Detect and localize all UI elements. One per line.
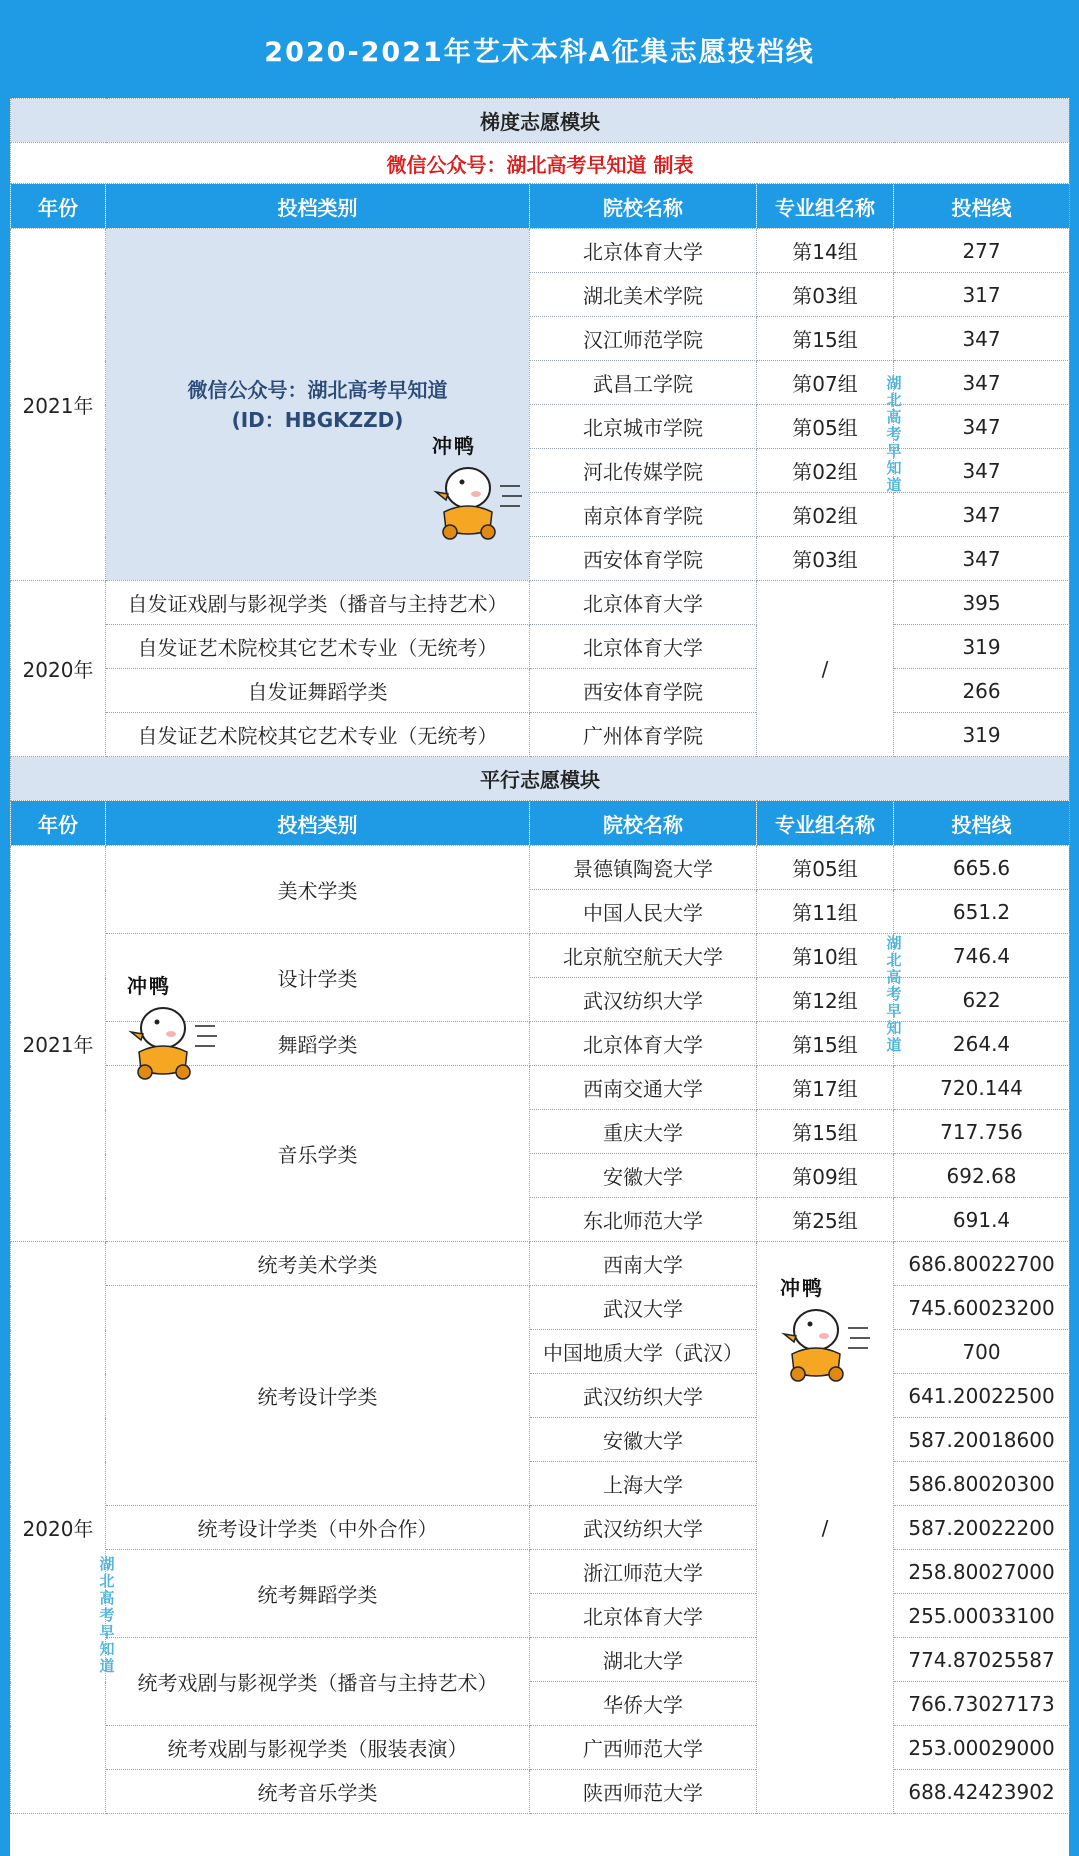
- category: 统考美术学类: [106, 1242, 530, 1286]
- header-year: 年份: [11, 184, 106, 229]
- category: 自发证戏剧与影视学类（播音与主持艺术）: [106, 581, 530, 625]
- school-name: 湖北美术学院: [530, 273, 757, 317]
- school-name: 北京体育大学: [530, 229, 757, 273]
- school-name: 安徽大学: [530, 1154, 757, 1198]
- school-name: 上海大学: [530, 1462, 757, 1506]
- category: 自发证艺术院校其它艺术专业（无统考）: [106, 625, 530, 669]
- school-name: 安徽大学: [530, 1418, 757, 1462]
- group-slash: /: [757, 581, 894, 757]
- group-name: 第02组: [757, 449, 894, 493]
- score: 253.00029000: [894, 1726, 1070, 1770]
- score: 347: [894, 361, 1070, 405]
- table-row: [11, 669, 1070, 713]
- category: 统考设计学类: [106, 1286, 530, 1506]
- score: 317: [894, 273, 1070, 317]
- school-name: 西安体育学院: [530, 537, 757, 581]
- school-name: 汉江师范学院: [530, 317, 757, 361]
- vertical-watermark: 湖北高考早知道: [886, 374, 902, 494]
- wechat-account: 微信公众号：湖北高考早知道: [187, 377, 448, 402]
- document-frame: [10, 0, 1069, 1856]
- group-name: 第15组: [757, 1022, 894, 1066]
- school-name: 湖北大学: [530, 1638, 757, 1682]
- table-row: [11, 1638, 1070, 1682]
- category: 统考舞蹈学类: [106, 1550, 530, 1638]
- group-name: 第05组: [757, 405, 894, 449]
- duck-sticker: [430, 430, 524, 540]
- score: 692.68: [894, 1154, 1070, 1198]
- vertical-watermark: 湖北高考早知道: [886, 934, 902, 1054]
- score: 720.144: [894, 1066, 1070, 1110]
- score: 717.756: [894, 1110, 1070, 1154]
- category: 统考音乐学类: [106, 1770, 530, 1814]
- score: 277: [894, 229, 1070, 273]
- table-header: [11, 801, 1070, 846]
- score: 686.80022700: [894, 1242, 1070, 1286]
- group-name: 第07组: [757, 361, 894, 405]
- score: 347: [894, 493, 1070, 537]
- category: 音乐学类: [106, 1066, 530, 1242]
- group-name: 第02组: [757, 493, 894, 537]
- year-cell: 2021年: [11, 846, 106, 1242]
- header-school: 院校名称: [530, 801, 757, 846]
- table-row: [11, 229, 1070, 273]
- sticker-label: 冲鸭: [780, 1276, 824, 1300]
- school-name: 武汉大学: [530, 1286, 757, 1330]
- school-name: 武汉纺织大学: [530, 1506, 757, 1550]
- gradient-module-title: 梯度志愿模块: [11, 99, 1070, 143]
- score: 347: [894, 537, 1070, 581]
- sticker-label: 冲鸭: [432, 434, 476, 458]
- group-slash: /: [757, 1242, 894, 1814]
- parallel-module-title: 平行志愿模块: [11, 757, 1070, 801]
- score: 319: [894, 625, 1070, 669]
- category: 统考戏剧与影视学类（播音与主持艺术）: [106, 1638, 530, 1726]
- score: 651.2: [894, 890, 1070, 934]
- vertical-watermark: 湖北高考早知道: [99, 1555, 115, 1675]
- table-row: [11, 581, 1070, 625]
- school-name: 北京体育大学: [530, 625, 757, 669]
- score: 746.4: [894, 934, 1070, 978]
- score: 691.4: [894, 1198, 1070, 1242]
- school-name: 西南交通大学: [530, 1066, 757, 1110]
- score: 774.87025587: [894, 1638, 1070, 1682]
- group-name: 第15组: [757, 1110, 894, 1154]
- score: 665.6: [894, 846, 1070, 890]
- header-group: 专业组名称: [757, 801, 894, 846]
- score: 700: [894, 1330, 1070, 1374]
- table-row: [11, 1770, 1070, 1814]
- score: 347: [894, 405, 1070, 449]
- score: 587.20022200: [894, 1506, 1070, 1550]
- school-name: 河北传媒学院: [530, 449, 757, 493]
- group-name: 第10组: [757, 934, 894, 978]
- score: 395: [894, 581, 1070, 625]
- score: 641.20022500: [894, 1374, 1070, 1418]
- table-row: [11, 1506, 1070, 1550]
- score: 266: [894, 669, 1070, 713]
- table-row: [11, 713, 1070, 757]
- group-name: 第25组: [757, 1198, 894, 1242]
- group-name: 第09组: [757, 1154, 894, 1198]
- table-row: [11, 1550, 1070, 1594]
- school-name: 浙江师范大学: [530, 1550, 757, 1594]
- category: 美术学类: [106, 846, 530, 934]
- school-name: 重庆大学: [530, 1110, 757, 1154]
- table-header: [11, 184, 1070, 229]
- duck-icon: [430, 456, 524, 540]
- score: 587.20018600: [894, 1418, 1070, 1462]
- header-score: 投档线: [894, 801, 1070, 846]
- table-row: [11, 625, 1070, 669]
- group-name: 第05组: [757, 846, 894, 890]
- page-title: 2020-2021年艺术本科A征集志愿投档线: [10, 0, 1069, 98]
- group-name: 第11组: [757, 890, 894, 934]
- table-row: [11, 1726, 1070, 1770]
- score: 586.80020300: [894, 1462, 1070, 1506]
- group-name: 第15组: [757, 317, 894, 361]
- group-name: 第14组: [757, 229, 894, 273]
- school-name: 西南大学: [530, 1242, 757, 1286]
- score: 347: [894, 449, 1070, 493]
- duck-sticker: [125, 970, 219, 1080]
- group-name: 第12组: [757, 978, 894, 1022]
- school-name: 中国人民大学: [530, 890, 757, 934]
- score: 347: [894, 317, 1070, 361]
- category: 设计学类: [106, 934, 530, 1022]
- score: 622: [894, 978, 1070, 1022]
- school-name: 广西师范大学: [530, 1726, 757, 1770]
- header-category: 投档类别: [106, 801, 530, 846]
- score: 258.80027000: [894, 1550, 1070, 1594]
- school-name: 武昌工学院: [530, 361, 757, 405]
- score: 255.00033100: [894, 1594, 1070, 1638]
- table-row: [11, 1286, 1070, 1330]
- wechat-id: (ID：HBGKZZD): [231, 407, 404, 432]
- year-cell: 2020年: [11, 581, 106, 757]
- admission-table: [10, 98, 1070, 1814]
- category: 统考戏剧与影视学类（服装表演）: [106, 1726, 530, 1770]
- author-note: 微信公众号：湖北高考早知道 制表: [11, 143, 1070, 184]
- group-name: 第03组: [757, 273, 894, 317]
- header-group: 专业组名称: [757, 184, 894, 229]
- school-name: 东北师范大学: [530, 1198, 757, 1242]
- header-school: 院校名称: [530, 184, 757, 229]
- duck-sticker: [778, 1272, 872, 1382]
- school-name: 华侨大学: [530, 1682, 757, 1726]
- group-name: 第03组: [757, 537, 894, 581]
- score: 745.60023200: [894, 1286, 1070, 1330]
- year-cell: 2021年: [11, 229, 106, 581]
- duck-icon: [778, 1298, 872, 1382]
- category: 统考设计学类（中外合作）: [106, 1506, 530, 1550]
- table-row: [11, 846, 1070, 890]
- header-year: 年份: [11, 801, 106, 846]
- category: 自发证舞蹈学类: [106, 669, 530, 713]
- school-name: 北京体育大学: [530, 1022, 757, 1066]
- school-name: 西安体育学院: [530, 669, 757, 713]
- school-name: 武汉纺织大学: [530, 978, 757, 1022]
- school-name: 陕西师范大学: [530, 1770, 757, 1814]
- school-name: 景德镇陶瓷大学: [530, 846, 757, 890]
- score: 688.42423902: [894, 1770, 1070, 1814]
- header-score: 投档线: [894, 184, 1070, 229]
- table-row: [11, 1242, 1070, 1286]
- school-name: 中国地质大学（武汉）: [530, 1330, 757, 1374]
- school-name: 北京城市学院: [530, 405, 757, 449]
- score: 264.4: [894, 1022, 1070, 1066]
- year-cell: 2020年: [11, 1242, 106, 1814]
- school-name: 南京体育学院: [530, 493, 757, 537]
- school-name: 北京体育大学: [530, 1594, 757, 1638]
- group-name: 第17组: [757, 1066, 894, 1110]
- school-name: 武汉纺织大学: [530, 1374, 757, 1418]
- header-category: 投档类别: [106, 184, 530, 229]
- category: 自发证艺术院校其它艺术专业（无统考）: [106, 713, 530, 757]
- duck-icon: [125, 996, 219, 1080]
- school-name: 广州体育学院: [530, 713, 757, 757]
- category: 舞蹈学类: [106, 1022, 530, 1066]
- score: 766.73027173: [894, 1682, 1070, 1726]
- school-name: 北京体育大学: [530, 581, 757, 625]
- sticker-label: 冲鸭: [127, 974, 171, 998]
- school-name: 北京航空航天大学: [530, 934, 757, 978]
- footer-bar: [42, 1846, 312, 1856]
- score: 319: [894, 713, 1070, 757]
